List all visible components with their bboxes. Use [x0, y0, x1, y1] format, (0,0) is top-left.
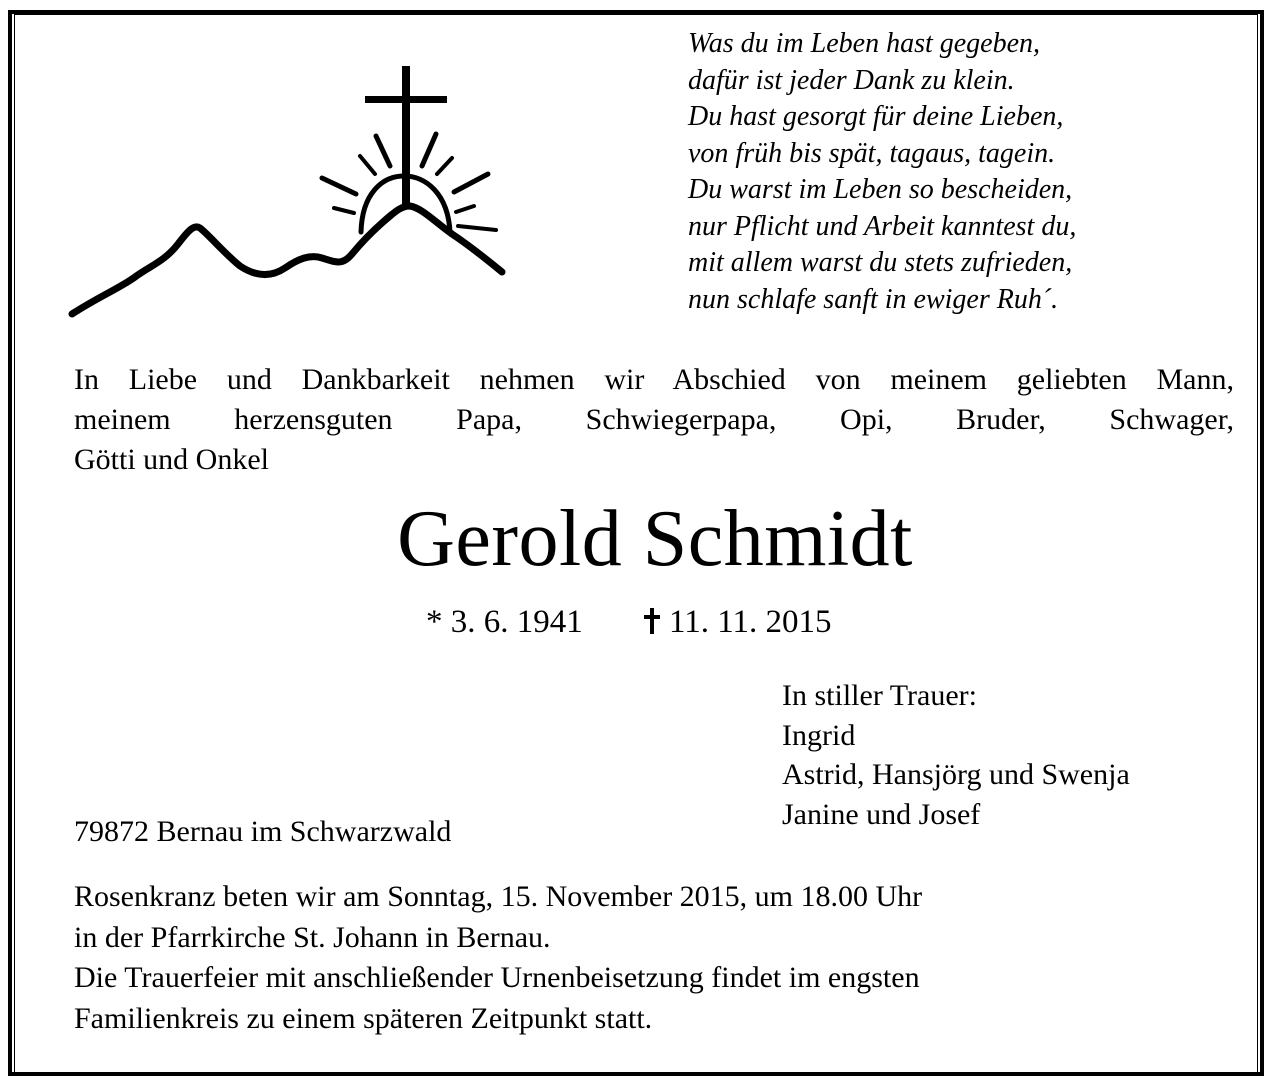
poem-line: Du warst im Leben so bescheiden, — [688, 174, 1073, 205]
memorial-poem — [688, 26, 1248, 318]
mourner-name: Astrid, Hansjörg und Swenja — [782, 758, 1130, 791]
death-date: 11. 11. 2015 — [669, 604, 832, 640]
cross-sunrise-mountain-icon — [60, 56, 510, 326]
birth-date: * 3. 6. 1941 — [426, 604, 583, 640]
poem-line: mit allem warst du stets zufrieden, — [688, 247, 1073, 278]
intro-line: meinem herzensguten Papa, Schwiegerpapa, Opi, Bruder, Schwager, — [74, 403, 1234, 436]
mourner-name: Ingrid — [782, 718, 856, 752]
intro-line: Götti und Onkel — [74, 443, 269, 476]
life-dates — [426, 602, 832, 642]
place-location: 79872 Bernau im Schwarzwald — [74, 815, 452, 848]
poem-line: dafür ist jeder Dank zu klein. — [688, 64, 1015, 96]
mourner-name: Janine und Josef — [782, 797, 981, 831]
service-line: in der Pfarrkirche St. Johann in Bernau. — [74, 920, 551, 954]
poem-line: von früh bis spät, tagaus, tagein. — [688, 137, 1056, 169]
service-info — [74, 877, 922, 1039]
deceased-name: Gerold Schmidt — [397, 495, 913, 583]
service-line: Rosenkranz beten wir am Sonntag, 15. November 2015, um 18.00 Uhr — [74, 880, 923, 913]
death-date-group — [643, 604, 832, 640]
mourners-heading: In stiller Trauer: — [782, 679, 977, 712]
cross-icon — [643, 608, 661, 634]
service-line: Familienkreis zu einem späteren Zeitpunkt statt. — [74, 1001, 653, 1035]
intro-line: In Liebe und Dankbarkeit nehmen wir Abschied von meinem geliebten Mann, — [74, 363, 1234, 396]
poem-line: nur Pflicht und Arbeit kanntest du, — [688, 210, 1077, 242]
poem-line: Du hast gesorgt für deine Lieben, — [688, 101, 1064, 132]
mourners-list — [782, 676, 1130, 834]
farewell-intro — [74, 360, 1234, 480]
poem-line: Was du im Leben hast gegeben, — [688, 28, 1041, 59]
service-line: Die Trauerfeier mit anschließender Urnenbeisetzung findet im engsten — [74, 961, 920, 994]
poem-line: nun schlafe sanft in ewiger Ruh´. — [688, 283, 1059, 315]
